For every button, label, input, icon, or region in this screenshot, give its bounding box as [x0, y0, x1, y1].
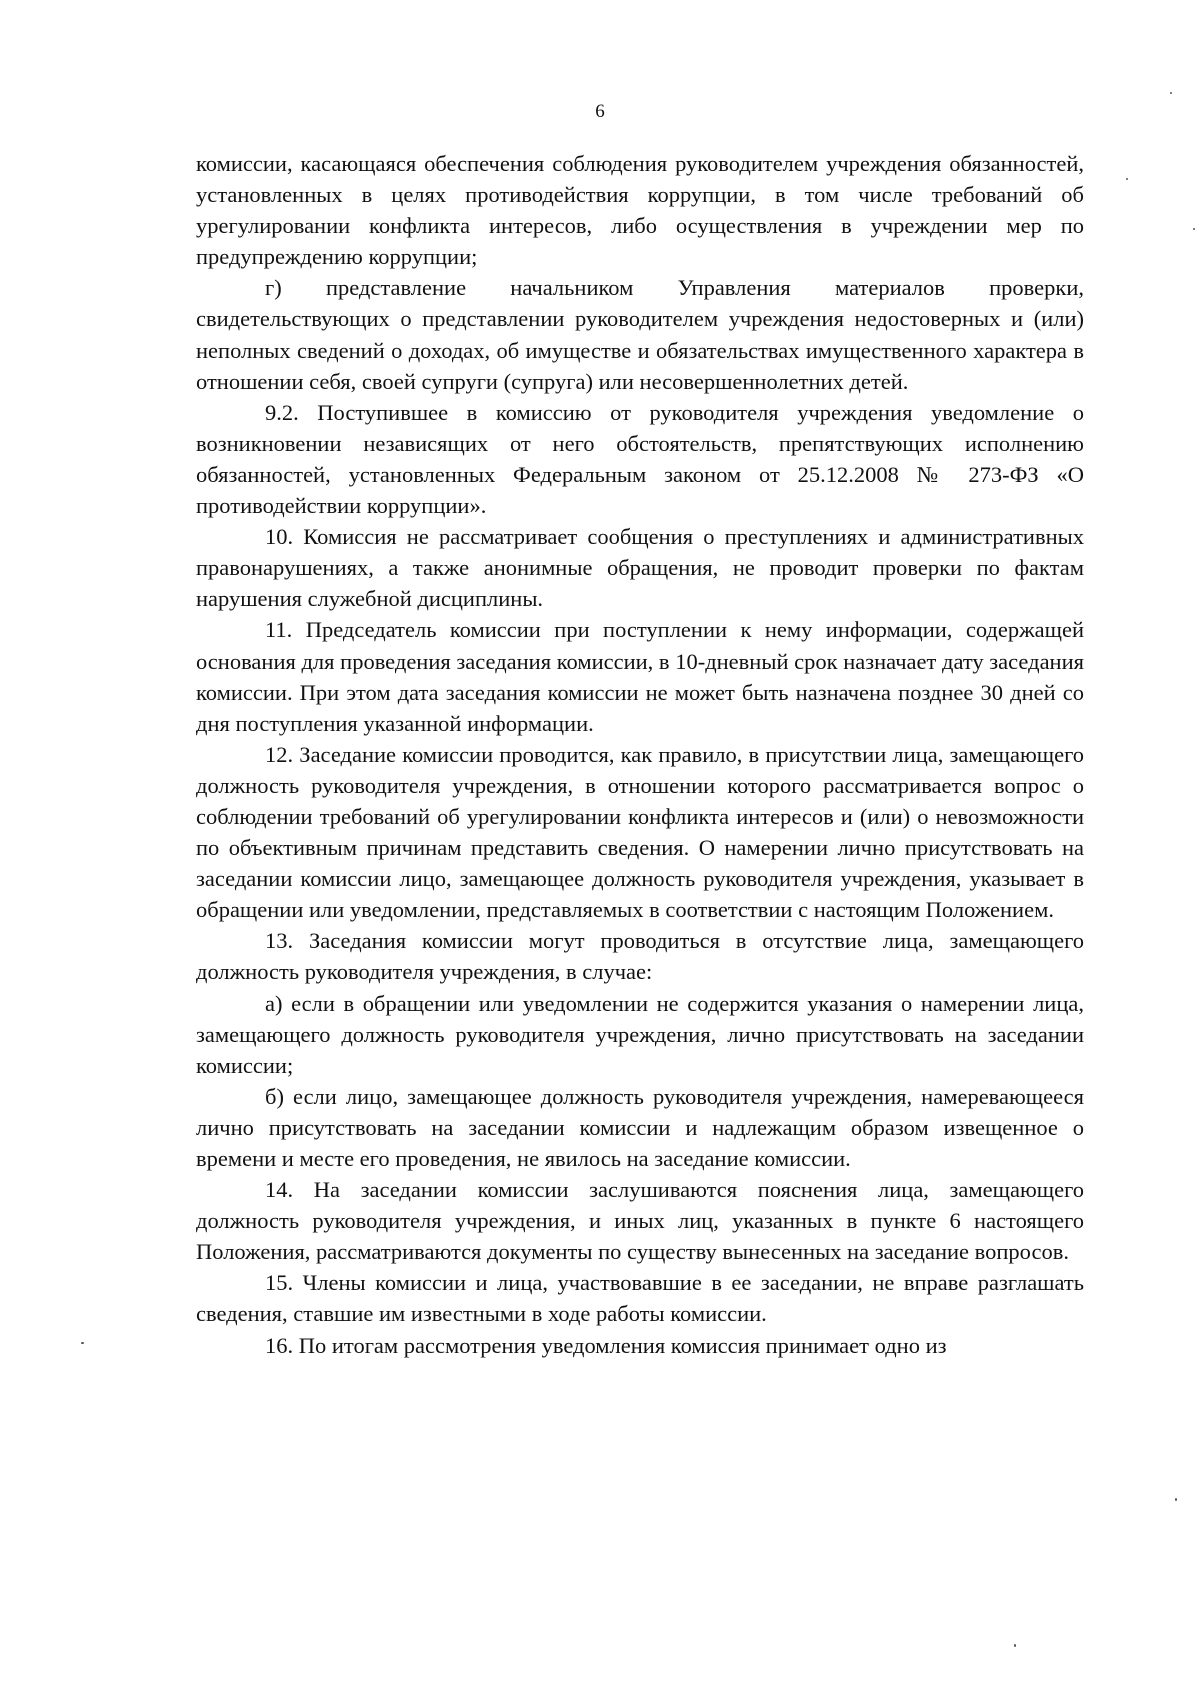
scan-speck [1175, 1498, 1177, 1501]
paragraph-12: 12. Заседание комиссии проводится, как правило, в присутствии лица, замещающего должность руководителя учреждения, в отношении которого рассматривается вопрос о соблюдении требований об урегулировании конфликта интересов и (или) о невозможности по объективным причинам представить сведения. О намерении лично присутствовать на заседании комиссии лицо, замещающее должность руководителя учреждения, указывает в обращении или уведомлении, представляемых в соответствии с настоящим Положением. [196, 741, 1084, 923]
paragraph-13: 13. Заседания комиссии могут проводиться в отсутствие лица, замещающего должность руководителя учреждения, в случае: [196, 928, 1084, 985]
document-body [196, 148, 1084, 1361]
paragraph-item-g: г) представление начальником Управления материалов проверки, свидетельствующих о представлении руководителем учреждения недостоверных и (или) неполных сведений о доходах, об имуществе и обязательствах имущественного характера в отношении себя, своей супруги (супруга) или несовершеннолетних детей. [196, 275, 1084, 394]
scan-speck [81, 1342, 84, 1344]
paragraph-9-2: 9.2. Поступившее в комиссию от руководителя учреждения уведомление о возникновении независящих от него обстоятельств, препятствующих исполнению обязанностей, установленных Федеральным законом от 25.12.2008 № 273-ФЗ «О противодействии коррупции». [196, 399, 1084, 519]
scan-speck [1126, 178, 1128, 180]
page-number: 6 [595, 101, 605, 122]
scan-speck [1014, 1644, 1016, 1647]
paragraph-11: 11. Председатель комиссии при поступлении к нему информации, содержащей основания для проведения заседания комиссии, в 10-дневный срок назначает дату заседания комиссии. При этом дата заседания комиссии не может быть назначена позднее 30 дней со дня поступления указанной информации. [196, 617, 1084, 736]
paragraph-14: 14. На заседании комиссии заслушиваются пояснения лица, замещающего должность руководителя учреждения, и иных лиц, указанных в пункте 6 настоящего Положения, рассматриваются документы по существу вынесенных на заседание вопросов. [196, 1177, 1084, 1265]
paragraph-continuation: комиссии, касающаяся обеспечения соблюдения руководителем учреждения обязанностей, установленных в целях противодействия коррупции, в том числе требований об урегулировании конфликта интересов, либо осуществления в учреждении мер по предупреждению коррупции; [196, 151, 1084, 270]
paragraph-16: 16. По итогам рассмотрения уведомления комиссия принимает одно из [265, 1332, 947, 1358]
paragraph-13-a: а) если в обращении или уведомлении не содержится указания о намерении лица, замещающего должность руководителя учреждения, лично присутствовать на заседании комиссии; [196, 990, 1084, 1078]
scan-speck [1170, 92, 1172, 94]
paragraph-10: 10. Комиссия не рассматривает сообщения о преступлениях и административных правонарушениях, а также анонимные обращения, не проводит проверки по фактам нарушения служебной дисциплины. [196, 524, 1084, 612]
paragraph-15: 15. Члены комиссии и лица, участвовавшие в ее заседании, не вправе разглашать сведения, ставшие им известными в ходе работы комиссии. [196, 1270, 1084, 1327]
scan-speck [1193, 228, 1195, 230]
paragraph-13-b: б) если лицо, замещающее должность руководителя учреждения, намеревающееся лично присутствовать на заседании комиссии и надлежащим образом извещенное о времени и месте его проведения, не явилось на заседание комиссии. [196, 1083, 1084, 1171]
